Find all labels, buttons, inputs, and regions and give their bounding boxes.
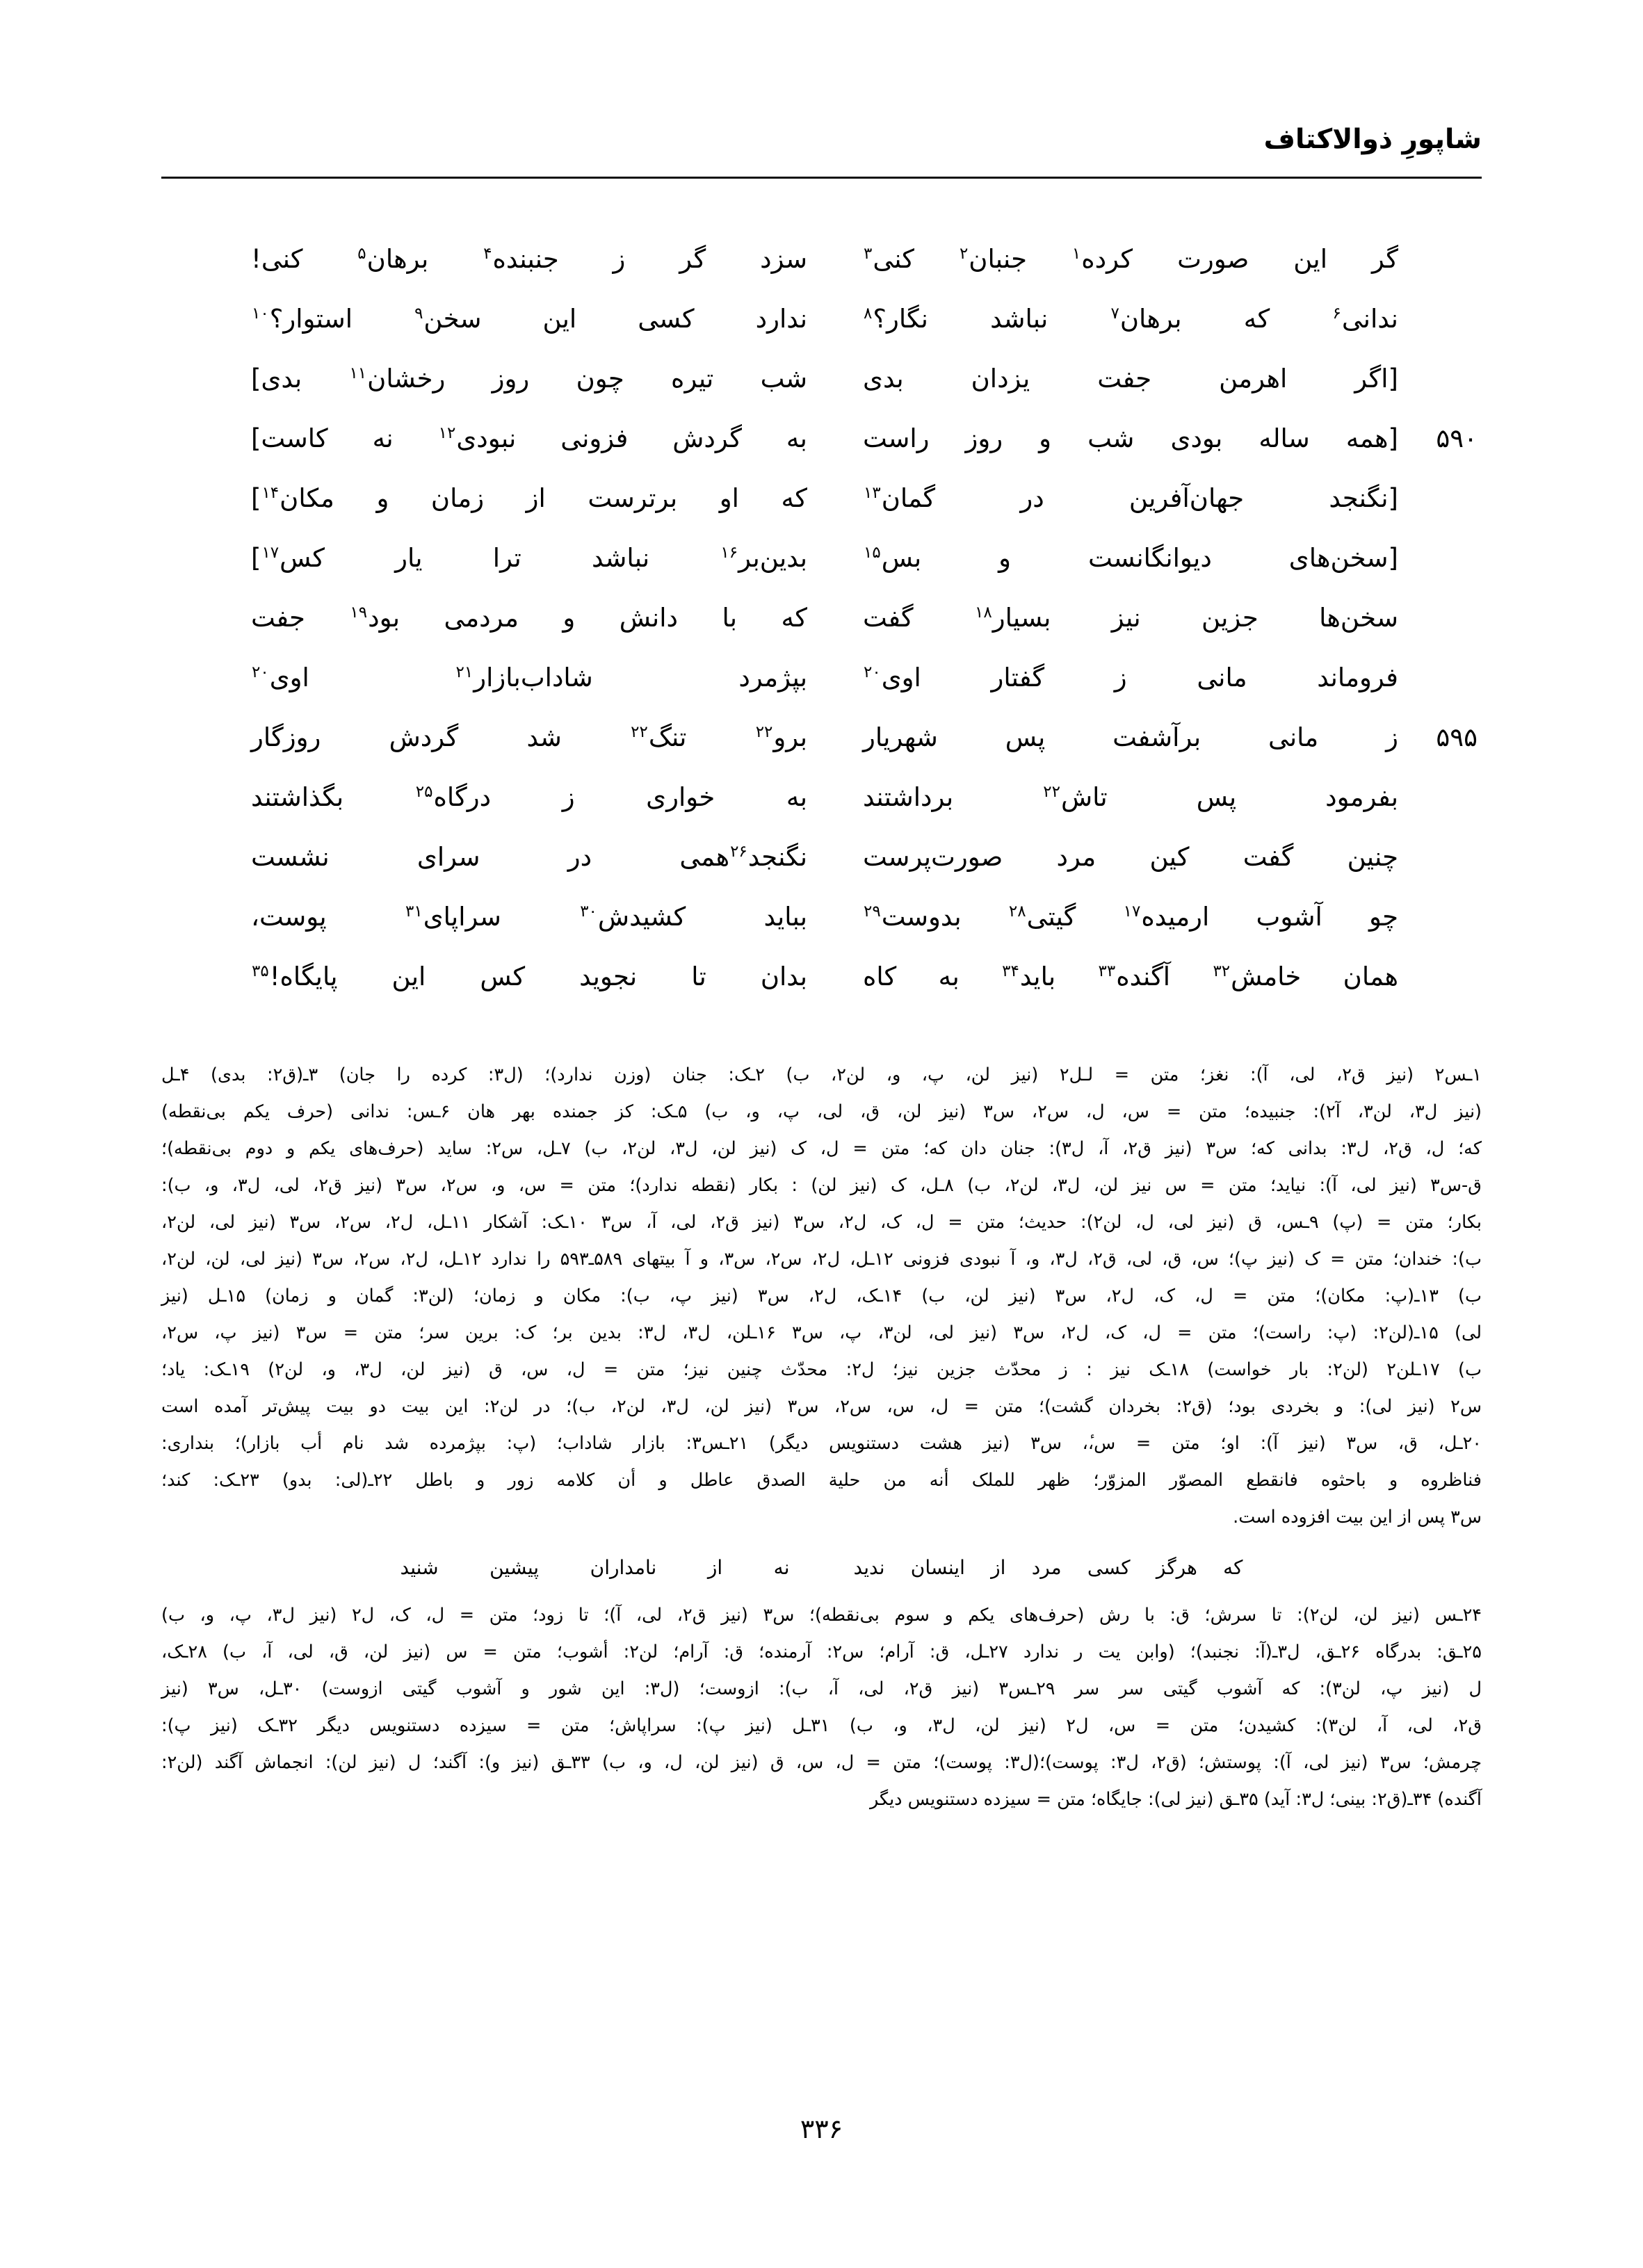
hemistich-first: چنین گفت کین مرد صورت‌پرست — [863, 842, 1398, 872]
verse-line — [161, 648, 1482, 708]
inserted-verse-line — [161, 1541, 1482, 1594]
verse-line — [161, 768, 1482, 827]
hemistich-second: بدین‌بر$^{۱۶}$ نباشد ترا یار کس$^{۱۷}$] — [251, 543, 807, 573]
hemistich-first: ندانی$^۶$ که برهان$^۷$ نباشد نگار؟$^۸$ — [864, 304, 1398, 334]
apparatus-line: ب): خندان؛ متن = ک (نیز پ)؛ س، ق، لی، ق۲، ل۳، و، آ نبودی فزونی ۱۲ـل، ل۲، س۲، س۳، و آ بیتهای ۵۸۹ـ۵۹۳ را ندارد ۱۲ـل، ل۲، س۲، س۳ (نیز لی، لن، لن۲، — [161, 1249, 1482, 1270]
verse-number: ۵۹۰ — [1436, 423, 1478, 453]
verse-line — [161, 229, 1482, 289]
apparatus-line: ق۲، لی، آ، لن۳): کشیدن؛ متن = س، ل۲ (نیز لن، ل۳، و، ب) ۳۱ـل (نیز پ): سراپاش؛ متن = سیزده دستنویس دیگر ۳۲ـک (نیز پ): — [161, 1715, 1482, 1736]
hemistich-second: سزد گر ز جنبنده$^۴$ برهان$^۵$ کنی! — [251, 244, 808, 274]
hemistich-first: [نگنجد جهان‌آفرین در گمان$^{۱۳}$ — [864, 483, 1398, 513]
apparatus-line: ل (نیز پ، لن۳): که آشوب گیتی سر سر ۲۹ـس۳ (نیز ق۲، لی، آ، ب): ازوست؛ (ل۳: این شور و آشوب گیتی ازوست) ۳۰ـل، س۳ (نیز — [161, 1678, 1482, 1699]
apparatus-line: ۲۵ـق: بدرگاه ۲۶ـق، ل۳ـ(آ: نجنبد)؛ (وابن یت ر ندارد ۲۷ـل، ق: آرام؛ س۲: آرمنده؛ ق: آرام؛ لن۲: أشوب؛ متن = س (نیز لن، ق، لی، آ، ب) ۲۸ـک، — [161, 1642, 1482, 1662]
verse-line — [161, 947, 1482, 1007]
footnote-marker: ۴ — [483, 244, 492, 263]
verse-line — [161, 409, 1482, 469]
verse-line — [161, 289, 1482, 349]
verse-line — [161, 887, 1482, 947]
header-title: شاپورِ ذوالاکتاف — [1263, 124, 1482, 155]
hemistich-second: بدان تا نجوید کس این پایگاه!$^{۳۵}$ — [252, 962, 807, 991]
hemistich-first: [اگر اهرمن جفت یزدان بدی — [863, 364, 1398, 394]
verse-line — [161, 469, 1482, 528]
hemistich-second: ندارد کسی این سخن$^۹$ استوار؟$^{۱۰}$ — [252, 304, 807, 334]
verse-block — [161, 229, 1482, 991]
running-head — [161, 124, 1482, 186]
hemistich-first: بفرمود پس تاش$^{۲۲}$ برداشتند — [863, 782, 1399, 812]
hemistich-first: همان خامش$^{۳۲}$ آگنده$^{۳۳}$ باید$^{۳۴}$ به کاه — [863, 962, 1398, 991]
apparatus-line: ب) ۱۳ـ(پ: مکان)؛ متن = ل، ک، ل۲، س۳ (نیز لن، ب) ۱۴ـک، ل۲، س۳ (نیز پ، ب): مکان و زمان؛ (لن۳: گمان و زمان) ۱۵ـل (نیز — [161, 1286, 1482, 1306]
footnote-marker: ۷ — [1110, 304, 1119, 323]
footnote-marker: ۱۷ — [261, 543, 280, 562]
hemistich-first: [همه ساله بودی شب و روز راست — [863, 423, 1398, 453]
footnote-marker: ۳ — [864, 244, 873, 263]
hemistich-first: گر این صورت کرده$^۱$ جنبان$^۲$ کنی$^۳$ — [864, 244, 1398, 274]
footnote-marker: ۳۵ — [252, 962, 269, 980]
footnote-marker: ۲۲ — [631, 722, 648, 741]
footnote-marker: ۲۰ — [864, 663, 881, 681]
footnote-marker: ۱۸ — [975, 603, 992, 622]
apparatus-line: چرمش؛ س۳ (نیز لی، آ): پوستش؛ (ق۲، ل۳: پوست)؛(ل۳: پوست)؛ متن = ل، س، ق (نیز لن، ل، و، ب) ۳۳ـق (نیز و): آگند؛ ل (نیز لن): انجماش آگند (لن۲: — [161, 1752, 1482, 1773]
footnote-marker: ۱۴ — [261, 483, 280, 502]
header-rule — [161, 177, 1482, 179]
apparatus-line: ۱ـس۲ (نیز ق۲، لی، آ): نغز؛ متن = لـل۲ (نیز لن، پ، و، لن۲، ب) ۲ـک: جنان (وزن ندارد)؛ (ل۳: کرده را جان) ۳ـ(ق۲: بدی) ۴ـل — [161, 1064, 1482, 1085]
footnote-marker: ۱۶ — [720, 543, 738, 562]
hemistich-second: بباید کشیدش$^{۳۰}$ سراپای$^{۳۱}$ پوست، — [251, 902, 808, 932]
footnote-marker: ۱۵ — [864, 543, 881, 562]
hemistich-second: شب تیره چون روز رخشان$^{۱۱}$ بدی] — [251, 364, 807, 394]
apparatus-line: بکار؛ متن = (پ) ۹ـس، ق (نیز لی، ل، لن۲): حدیث؛ متن = ل، ک، ل۲، س۳ (نیز ق۲، لی، آ، س۳ ۱۰ـک: آشکار ۱۱ـل، ل۲، س۲، س۳ (نیز لی، لن۲، — [161, 1212, 1482, 1233]
footnote-marker: ۲۱ — [455, 663, 474, 681]
footnote-marker: ۲۸ — [1008, 902, 1026, 921]
footnote-marker: ۳۰ — [580, 902, 597, 921]
verse-line — [161, 708, 1482, 768]
footnote-marker: ۲۲ — [755, 722, 773, 741]
critical-apparatus — [161, 1057, 1482, 1818]
footnote-marker: ۳۳ — [1098, 962, 1116, 980]
apparatus-line: ق-س۳ (نیز لی، آ): نیاید؛ متن = س نیز لن، ل۳، لن۲، ب) ۸ـل، ک (نیز لن) : بکار (نقطه ندارد)؛ متن = س، و، س۲، س۳ (نیز ق۲، لی، ل۳، و، ب): — [161, 1175, 1482, 1196]
footnote-marker: ۱۹ — [350, 603, 368, 622]
hemistich-second: نگنجد$^{۲۶}$همی در سرای نشست — [251, 842, 807, 872]
verse-number: ۵۹۵ — [1436, 722, 1478, 752]
apparatus-line: ۲۰ـل، ق، س۳ (نیز آ): او؛ متن = س،ٔ، س۳ (نیز هشت دستنویس دیگر) ۲۱ـس۳: بازار شاداب؛ (پ: بپژمرده شد نام أب بازار)؛ بنداری: — [161, 1433, 1482, 1454]
footnote-marker: ۹ — [414, 304, 423, 323]
apparatus-line: س۲ (نیز لی): و بخردی بود؛ (ق۲: بخردان گشت)؛ متن = ل، س، س۲، س۳ (نیز لن، ل۳، لن۲، ب)؛ در لن۲: این بیت دو بیت پیش‌تر آمده است — [161, 1396, 1482, 1417]
apparatus-line: ب) ۱۷ـلن۲ (لن۲: بار خواست) ۱۸ـک نیز : ز محدّث جزین نیز؛ ل۲: محدّث چنین نیز؛ متن = ل، س، ق (نیز لن، ل۳، و، لن۲) ۱۹ـک: یاد؛ — [161, 1359, 1482, 1380]
hemistich-first: ز مانی برآشفت پس شهریار — [863, 722, 1398, 752]
footnote-marker: ۳۲ — [1213, 962, 1231, 980]
apparatus-line: (نیز ل۳، لن۳، آ۲): جنبیده؛ متن = س، ل، س۲، س۳ (نیز لن، ق، لی، پ، و، ب) ۵ـک: کز جمنده بهر هان ۶ـس: ندانی (حرف یکم بی‌نقطه) — [161, 1101, 1482, 1122]
footnote-marker: ۱۷ — [1123, 902, 1141, 921]
footnote-marker: ۲۶ — [730, 842, 747, 861]
hemistich-first: فروماند مانی ز گفتار اوی$^{۲۰}$ — [864, 663, 1398, 692]
hemistich-second: به خواری ز درگاه$^{۲۵}$ بگذاشتند — [251, 782, 807, 812]
inserted-hemistich-second: نه از نامداران پیشین شنید — [400, 1556, 790, 1579]
footnote-marker: ۱۰ — [252, 304, 269, 323]
hemistich-second: به گردش فزونی نبودی$^{۱۲}$ نه کاست] — [251, 423, 807, 453]
verse-line — [161, 827, 1482, 887]
apparatus-line: آگنده) ۳۴ـ(ق۲: بینی؛ ل۳: آید) ۳۵ـق (نیز لی): جایگاه؛ متن = سیزده دستنویس دیگر — [869, 1789, 1482, 1810]
footnote-marker: ۲۹ — [864, 902, 881, 921]
footnote-marker: ۲۵ — [415, 782, 433, 801]
footnote-marker: ۱۱ — [349, 364, 367, 382]
footnote-marker: ۱۲ — [438, 423, 456, 442]
verse-line — [161, 588, 1482, 648]
hemistich-first: سخن‌ها جزین نیز بسیار$^{۱۸}$ گفت — [863, 603, 1398, 633]
footnote-marker: ۳۱ — [405, 902, 423, 921]
folio-number-text: ۳۳۶ — [800, 2114, 843, 2144]
hemistich-second: که او برترست از زمان و مکان$^{۱۴}$] — [251, 483, 807, 513]
apparatus-line: ۲۴ـس (نیز لن، لن۲): تا سرش؛ ق: با رش (حرف‌های یکم و سوم بی‌نقطه)؛ س۳ (نیز ق۲، لی، آ)؛ تا زود؛ متن = ل، ک، ل۲ (نیز ل۳، پ، و، ب) — [161, 1605, 1482, 1626]
folio-number — [0, 2114, 1643, 2144]
footnote-marker: ۲ — [959, 244, 969, 263]
hemistich-first: [سخن‌های دیوانگانست و بس$^{۱۵}$ — [864, 543, 1398, 573]
apparatus-line: فناظروه و باحثوه فانقطع المصوّر المزوّر؛ ظهر للملک أنه من حلیة الصدق عاطل و أن کلامه زور و باطل ۲۲ـ(لی: بدو) ۲۳ـک: کند؛ — [161, 1470, 1482, 1491]
verse-line — [161, 349, 1482, 409]
footnote-marker: ۶ — [1332, 304, 1341, 323]
footnote-marker: ۱۳ — [864, 483, 881, 502]
verse-line — [161, 528, 1482, 588]
inserted-hemistich-first: که هرگز کسی مرد از اینسان ندید — [853, 1556, 1243, 1579]
footnote-marker: ۸ — [864, 304, 873, 323]
hemistich-second: برو$^{۲۲}$ تنگ$^{۲۲}$ شد گردش روزگار — [251, 722, 807, 752]
apparatus-line: س۳ پس از این بیت افزوده است. — [1233, 1507, 1482, 1528]
footnote-marker: ۳۴ — [1002, 962, 1019, 980]
hemistich-first: چو آشوب ارمیده$^{۱۷}$ گیتی$^{۲۸}$ بدوست$^{۲۹}$ — [864, 902, 1398, 932]
hemistich-second: که با دانش و مردمی بود$^{۱۹}$ جفت — [251, 603, 807, 633]
hemistich-second: بپژمرد شاداب‌بازار$^{۲۱}$ اوی$^{۲۰}$ — [252, 663, 807, 692]
apparatus-line: لی) ۱۵ـ(لن۲: (پ: راست)؛ متن = ل، ک، ل۲، س۳ (نیز لی، لن۳، پ، س۳ ۱۶ـلن، ل۳، ل۳: بدین بر؛ ک: برین سر؛ متن = س۳ (نیز پ، س۲، — [161, 1322, 1482, 1343]
footnote-marker: ۲۰ — [252, 663, 269, 681]
footnote-marker: ۲۲ — [1043, 782, 1060, 801]
apparatus-line: که؛ ل، ق۲، ل۳: بدانی که؛ س۳ (نیز ق۲، آ، ل۳): جنان دان که؛ متن = ل، ک (نیز لن، ل۳، لن۲، ب) ۷ـل، س۲: ساید (حرف‌های یکم و دوم بی‌نقطه)؛ — [161, 1138, 1482, 1159]
footnote-marker: ۵ — [357, 244, 366, 263]
footnote-marker: ۱ — [1071, 244, 1081, 263]
